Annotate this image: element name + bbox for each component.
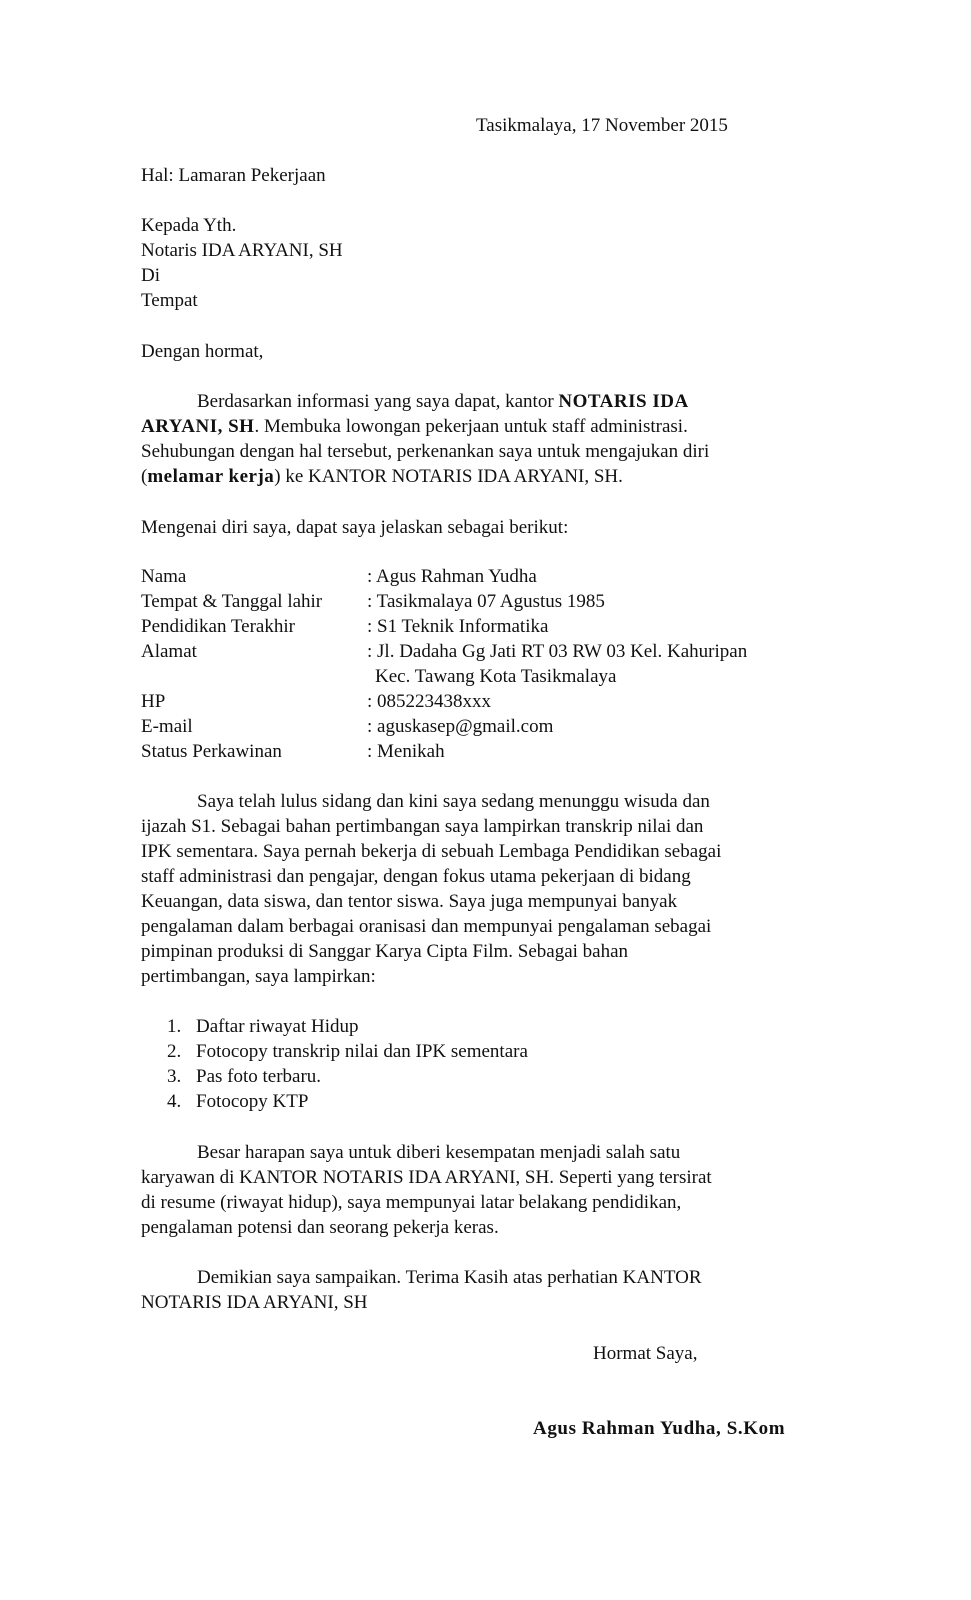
- text-run: . Membuka lowongan pekerjaan untuk staff administrasi.: [254, 416, 688, 437]
- field-value: : 085223438xxx: [367, 691, 492, 712]
- paragraph-3-line: di resume (riwayat hidup), saya mempunyai latar belakang pendidikan,: [141, 1192, 682, 1213]
- subject-line: Hal: Lamaran Pekerjaan: [141, 165, 326, 186]
- paragraph-3: [141, 1140, 806, 1240]
- recipient-line-2: Notaris IDA ARYANI, SH: [141, 240, 343, 261]
- paragraph-2-line: pertimbangan, saya lampirkan:: [141, 966, 376, 987]
- paragraph-4-line: NOTARIS IDA ARYANI, SH: [141, 1292, 368, 1313]
- list-text: Fotocopy KTP: [196, 1091, 309, 1112]
- field-value: : aguskasep@gmail.com: [367, 716, 554, 737]
- paragraph-1-line: Sehubungan dengan hal tersebut, perkenankan saya untuk mengajukan diri: [141, 441, 710, 462]
- field-label: Pendidikan Terakhir: [141, 616, 295, 637]
- paragraph-1: [141, 389, 806, 489]
- list-number: 3.: [167, 1066, 182, 1087]
- field-value: : Jl. Dadaha Gg Jati RT 03 RW 03 Kel. Kahuripan: [367, 641, 748, 662]
- field-value: : Agus Rahman Yudha: [367, 566, 537, 587]
- field-value: : Menikah: [367, 741, 445, 762]
- list-number: 2.: [167, 1041, 182, 1062]
- field-label: Tempat & Tanggal lahir: [141, 591, 323, 612]
- paragraph-3-line: Besar harapan saya untuk diberi kesempatan menjadi salah satu: [197, 1142, 681, 1163]
- field-label: Status Perkawinan: [141, 741, 282, 762]
- paragraph-2: [141, 789, 806, 989]
- bold-company-name: NOTARIS IDA: [558, 391, 689, 412]
- text-run: ) ke KANTOR NOTARIS IDA ARYANI, SH.: [274, 466, 623, 487]
- paragraph-2-line: IPK sementara. Saya pernah bekerja di sebuah Lembaga Pendidikan sebagai: [141, 841, 722, 862]
- field-value: : S1 Teknik Informatika: [367, 616, 549, 637]
- list-text: Pas foto terbaru.: [196, 1066, 322, 1087]
- paragraph-3-line: karyawan di KANTOR NOTARIS IDA ARYANI, SH. Seperti yang tersirat: [141, 1167, 712, 1188]
- list-text: Daftar riwayat Hidup: [196, 1016, 359, 1037]
- paragraph-1-line: [141, 464, 806, 489]
- signature-name: Agus Rahman Yudha, S.Kom: [533, 1418, 786, 1439]
- date-line: Tasikmalaya, 17 November 2015: [476, 115, 728, 136]
- field-label: Nama: [141, 566, 187, 587]
- paragraph-2-line: ijazah S1. Sebagai bahan pertimbangan saya lampirkan transkrip nilai dan: [141, 816, 704, 837]
- salutation: Dengan hormat,: [141, 341, 264, 362]
- recipient-line-3: Di: [141, 265, 160, 286]
- paragraph-1-line: [141, 389, 806, 414]
- bold-company-name: ARYANI, SH: [141, 416, 255, 437]
- recipient-line-4: Tempat: [141, 290, 198, 311]
- paragraph-2-line: pengalaman dalam berbagai oranisasi dan mempunyai pengalaman sebagai: [141, 916, 712, 937]
- text-run: Berdasarkan informasi yang saya dapat, kantor: [197, 391, 559, 412]
- field-label: Alamat: [141, 641, 197, 662]
- field-value: : Tasikmalaya 07 Agustus 1985: [367, 591, 605, 612]
- intro-line: Mengenai diri saya, dapat saya jelaskan sebagai berikut:: [141, 517, 569, 538]
- paragraph-2-line: Saya telah lulus sidang dan kini saya sedang menunggu wisuda dan: [197, 791, 710, 812]
- recipient-block: [141, 213, 343, 313]
- list-number: 4.: [167, 1091, 182, 1112]
- bold-apply-phrase: melamar kerja: [147, 466, 275, 487]
- list-number: 1.: [167, 1016, 182, 1037]
- field-value: Kec. Tawang Kota Tasikmalaya: [375, 666, 617, 687]
- paragraph-2-line: Keuangan, data siswa, dan tentor siswa. Saya juga mempunyai banyak: [141, 891, 678, 912]
- field-label: HP: [141, 691, 166, 712]
- paragraph-2-line: pimpinan produksi di Sanggar Karya Cipta Film. Sebagai bahan: [141, 941, 629, 962]
- paragraph-4-line: Demikian saya sampaikan. Terima Kasih atas perhatian KANTOR: [197, 1267, 702, 1288]
- closing: Hormat Saya,: [593, 1343, 698, 1364]
- recipient-line-1: Kepada Yth.: [141, 215, 237, 236]
- paragraph-2-line: staff administrasi dan pengajar, dengan fokus utama pekerjaan di bidang: [141, 866, 691, 887]
- list-text: Fotocopy transkrip nilai dan IPK sementara: [196, 1041, 528, 1062]
- paragraph-3-line: pengalaman potensi dan seorang pekerja keras.: [141, 1217, 499, 1238]
- field-label: E-mail: [141, 716, 193, 737]
- text-run: (: [141, 466, 148, 487]
- paragraph-1-line: [141, 414, 806, 439]
- paragraph-4: [141, 1265, 806, 1315]
